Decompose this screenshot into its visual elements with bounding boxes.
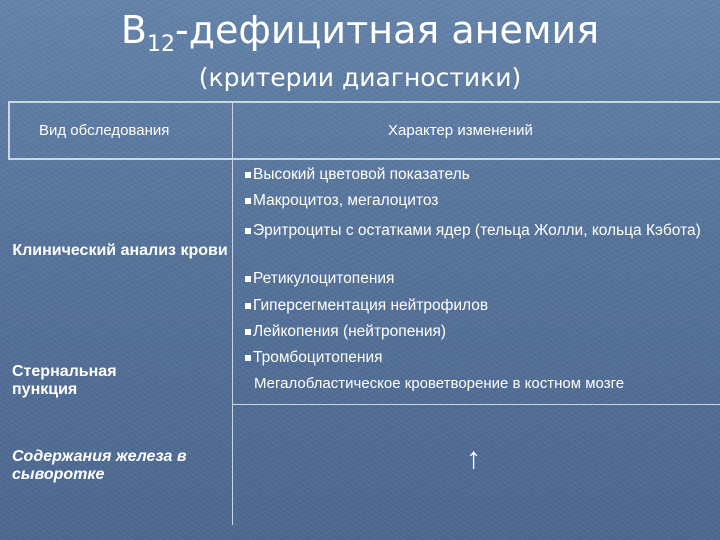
table-row-divider: [232, 404, 720, 405]
blood-test-changes-list: [245, 162, 715, 371]
header-changes: Характер изменений: [388, 122, 533, 139]
table-header-divider: [8, 158, 720, 160]
header-exam-type: Вид обследования: [39, 122, 170, 139]
list-item: Тромбоцитопения: [245, 345, 715, 371]
table-top-border: [8, 101, 720, 103]
square-bullet-icon: [245, 198, 251, 204]
criteria-table: [8, 101, 720, 525]
list-item: Высокий цветовой показатель: [245, 162, 715, 188]
table-left-border: [8, 101, 10, 158]
slide-subtitle: (критерии диагностики): [198, 63, 522, 92]
list-item: Макроцитоз, мегалоцитоз: [245, 188, 715, 214]
square-bullet-icon: [245, 228, 251, 234]
title-prefix: B: [120, 8, 147, 52]
slide-title: [0, 8, 720, 67]
row-label-serum-iron: Содержания железа в сыворотке: [12, 448, 187, 483]
increase-arrow-icon: ↑: [466, 442, 481, 475]
table-column-divider: [232, 101, 233, 525]
list-item: Эритроциты с остатками ядер (тельца Жолли, кольца Кэбота): [245, 214, 715, 266]
sternal-puncture-value: Мегалобластическое кроветворение в костном мозге: [254, 375, 625, 392]
list-item: Ретикулоцитопения: [245, 266, 715, 292]
title-suffix: -дефицитная анемия: [175, 8, 600, 52]
square-bullet-icon: [245, 303, 251, 309]
title-subscript: 12: [147, 32, 175, 57]
square-bullet-icon: [245, 329, 251, 335]
row-label-sternal-puncture: Стернальная пункция: [12, 363, 117, 398]
square-bullet-icon: [245, 355, 251, 361]
list-item: Гиперсегментация нейтрофилов: [245, 293, 715, 319]
row-label-blood-test: Клинический анализ крови: [12, 242, 228, 259]
square-bullet-icon: [245, 276, 251, 282]
square-bullet-icon: [245, 172, 251, 178]
list-item: Лейкопения (нейтропения): [245, 319, 715, 345]
